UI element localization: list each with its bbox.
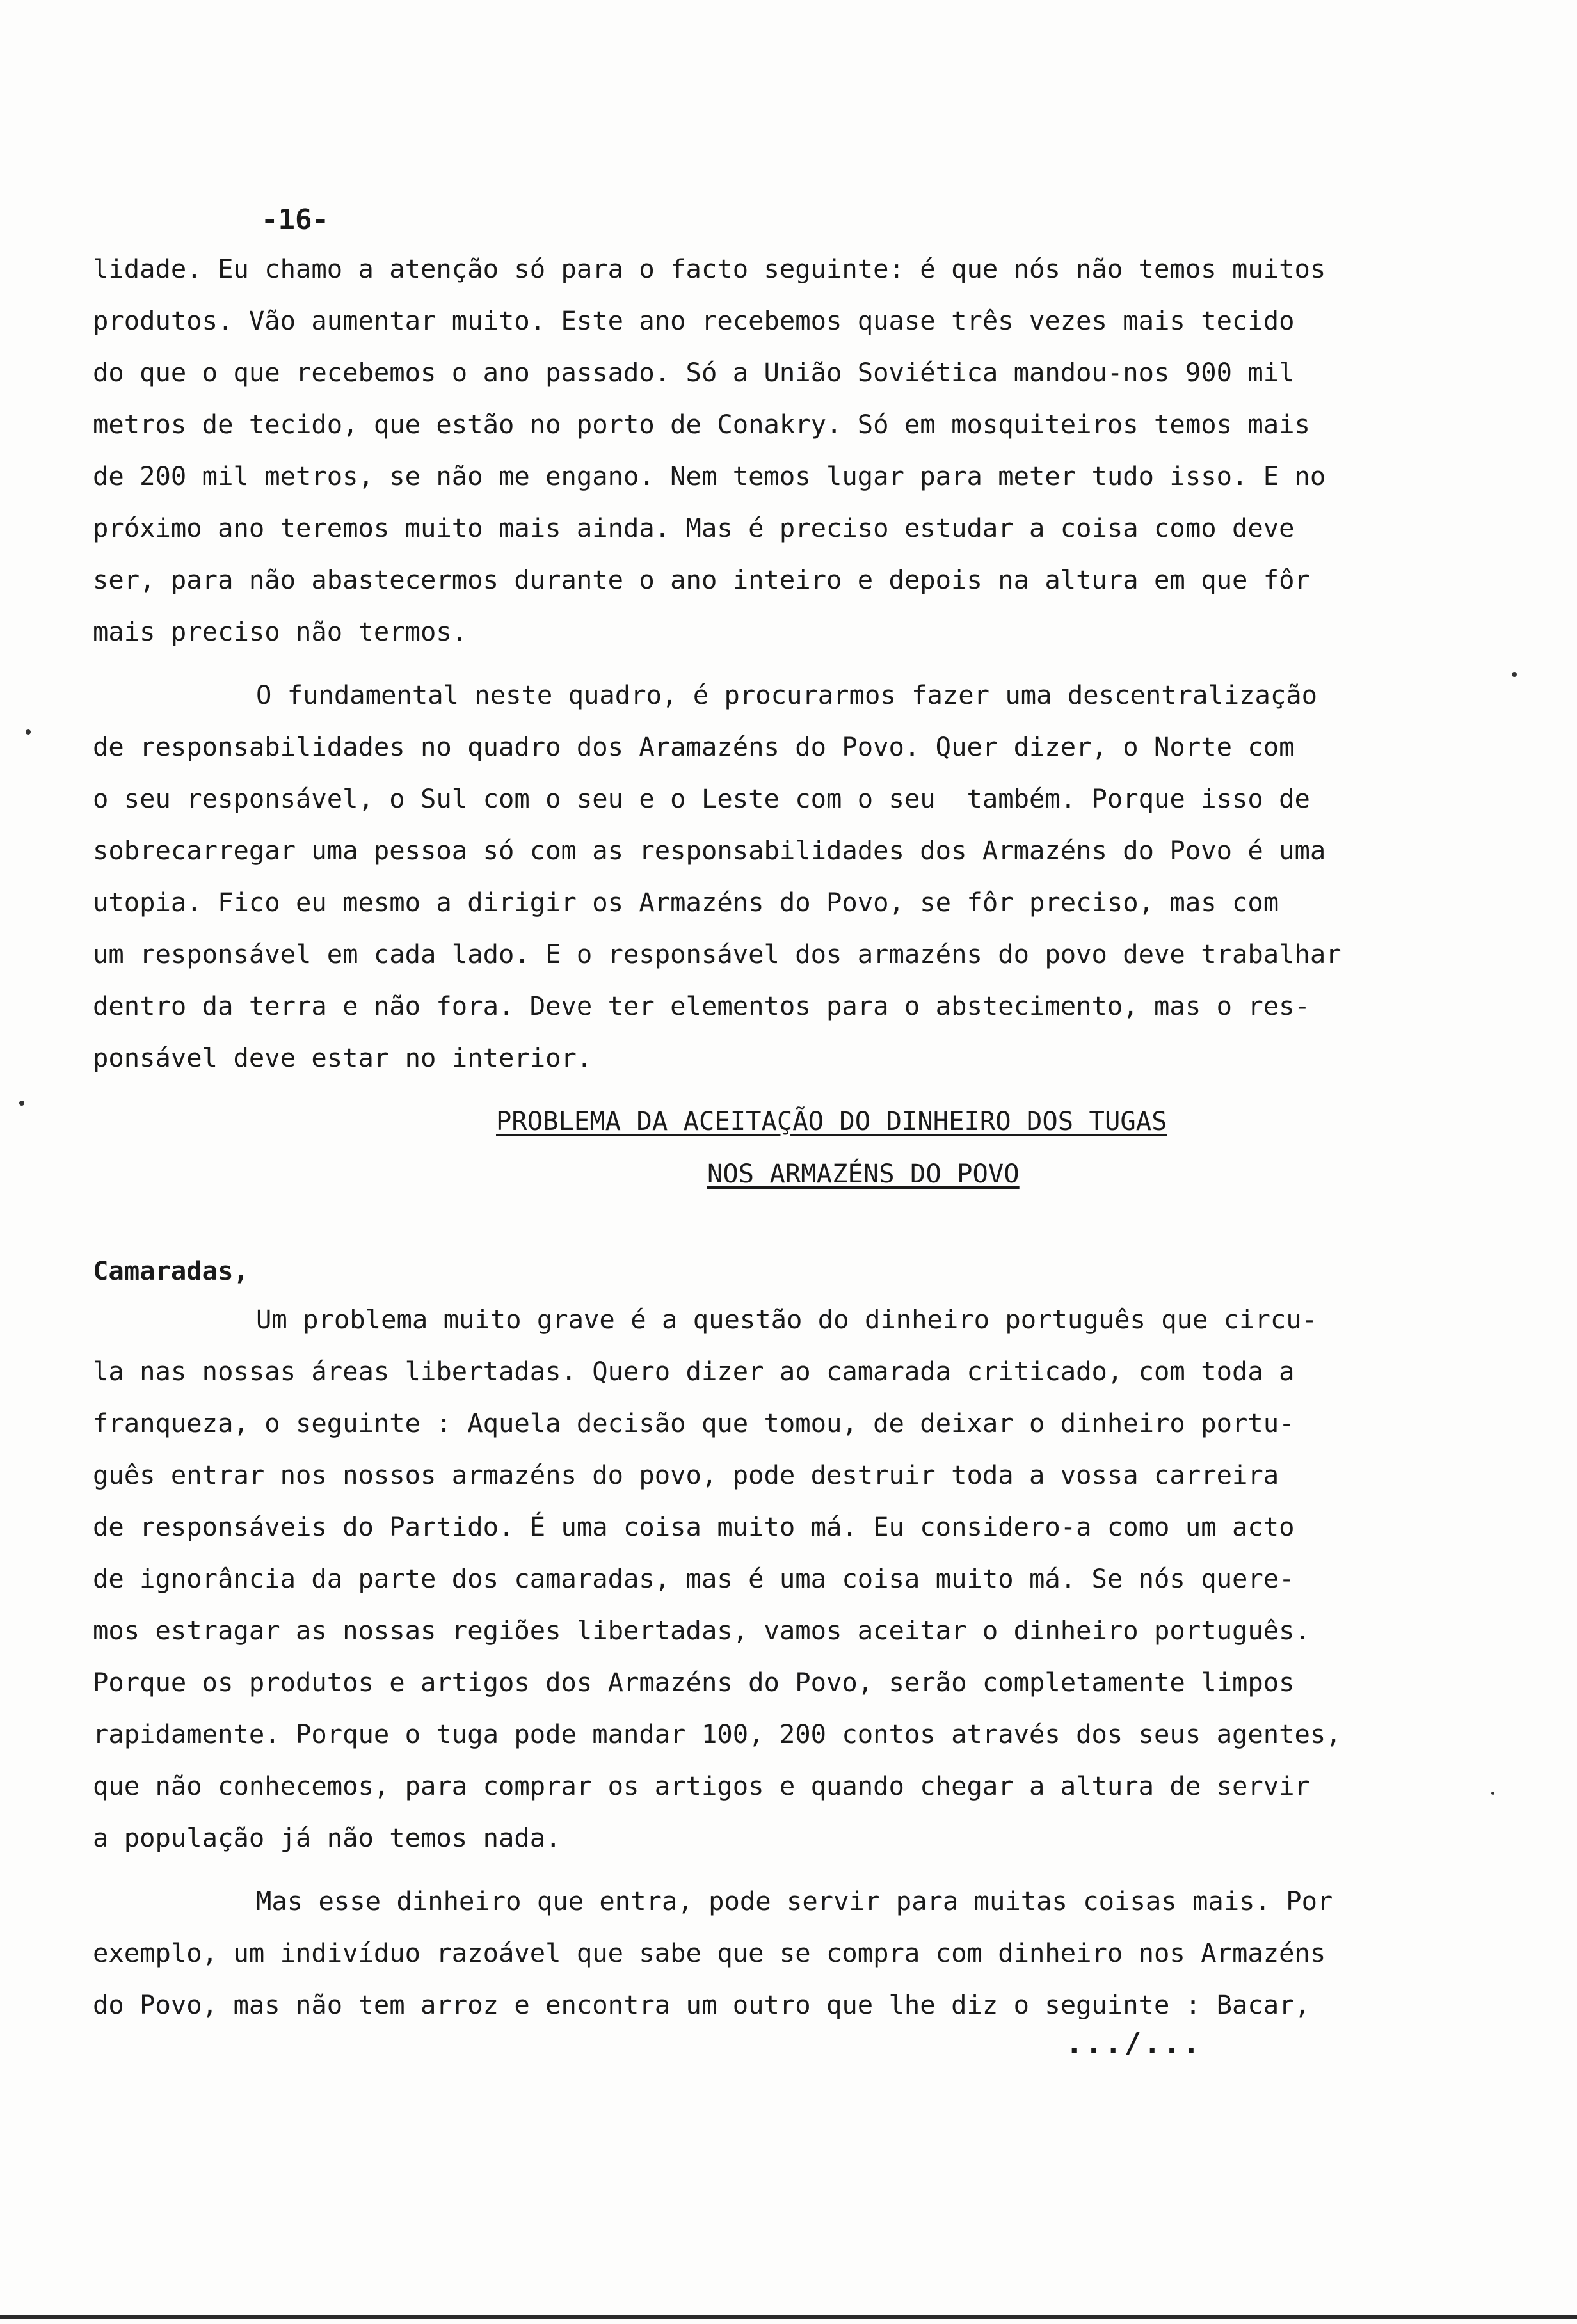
text-line: que não conhecemos, para comprar os artigos e quando chegar a altura de servir — [93, 1771, 1310, 1801]
section-heading-line-2: NOS ARMAZÉNS DO POVO — [707, 1158, 1020, 1189]
text-line: do Povo, mas não tem arroz e encontra um outro que lhe diz o seguinte : Bacar, — [93, 1989, 1310, 2020]
text-line: de responsabilidades no quadro dos Aramazéns do Povo. Quer dizer, o Norte com — [93, 731, 1295, 762]
text-line: do que o que recebemos o ano passado. Só a União Soviética mandou-nos 900 mil — [93, 357, 1295, 388]
text-line: próximo ano teremos muito mais ainda. Mas é preciso estudar a coisa como deve — [93, 513, 1295, 543]
text-line: mais preciso não termos. — [93, 616, 468, 647]
text-line: de ignorância da parte dos camaradas, mas é uma coisa muito má. Se nós quere- — [93, 1563, 1295, 1594]
text-line: ponsável deve estar no interior. — [93, 1042, 593, 1073]
text-line: exemplo, um indivíduo razoável que sabe que se compra com dinheiro nos Armazéns — [93, 1938, 1326, 1968]
text-line: a população já não temos nada. — [93, 1822, 561, 1853]
text-line: metros de tecido, que estão no porto de Conakry. Só em mosquiteiros temos mais — [93, 409, 1310, 440]
text-line: mos estragar as nossas regiões libertadas, vamos aceitar o dinheiro português. — [93, 1615, 1310, 1646]
text-line: lidade. Eu chamo a atenção só para o facto seguinte: é que nós não temos muitos — [93, 253, 1326, 284]
text-line: ser, para não abastecermos durante o ano inteiro e depois na altura em que fôr — [93, 564, 1310, 595]
text-line: de responsáveis do Partido. É uma coisa muito má. Eu considero-a como um acto — [93, 1511, 1295, 1542]
scan-speck — [26, 729, 31, 735]
text-line: sobrecarregar uma pessoa só com as responsabilidades dos Armazéns do Povo é uma — [93, 835, 1326, 866]
text-line: um responsável em cada lado. E o responsável dos armazéns do povo deve trabalhar — [93, 939, 1341, 969]
text-line: o seu responsável, o Sul com o seu e o Leste com o seu também. Porque isso de — [93, 783, 1310, 814]
page-number: -16- — [261, 203, 329, 236]
text-line: de 200 mil metros, se não me engano. Nem temos lugar para meter tudo isso. E no — [93, 461, 1326, 491]
text-line: franqueza, o seguinte : Aquela decisão que tomou, de deixar o dinheiro portu- — [93, 1408, 1295, 1438]
text-line: O fundamental neste quadro, é procurarmos fazer uma descentralização — [256, 680, 1318, 710]
text-line: Um problema muito grave é a questão do dinheiro português que circu- — [256, 1304, 1318, 1335]
text-line: la nas nossas áreas libertadas. Quero dizer ao camarada criticado, com toda a — [93, 1356, 1295, 1387]
section-heading-line-1: PROBLEMA DA ACEITAÇÃO DO DINHEIRO DOS TUGAS — [496, 1106, 1167, 1136]
continuation-mark: .../... — [1066, 2027, 1203, 2060]
text-line: utopia. Fico eu mesmo a dirigir os Armazéns do Povo, se fôr preciso, mas com — [93, 887, 1279, 918]
text-line: Mas esse dinheiro que entra, pode servir para muitas coisas mais. Por — [256, 1886, 1333, 1916]
text-line: dentro da terra e não fora. Deve ter elementos para o abstecimento, mas o res- — [93, 991, 1310, 1021]
scan-speck — [19, 1101, 24, 1106]
page-bottom-edge — [0, 2315, 1577, 2319]
text-line: produtos. Vão aumentar muito. Este ano recebemos quase três vezes mais tecido — [93, 305, 1295, 336]
scan-speck — [1491, 1792, 1494, 1795]
text-line: Porque os produtos e artigos dos Armazéns do Povo, serão completamente limpos — [93, 1667, 1295, 1698]
text-line: rapidamente. Porque o tuga pode mandar 100, 200 contos através dos seus agentes, — [93, 1719, 1341, 1749]
salutation: Camaradas, — [93, 1255, 249, 1286]
text-line: guês entrar nos nossos armazéns do povo, pode destruir toda a vossa carreira — [93, 1460, 1279, 1490]
scan-speck — [1512, 672, 1517, 677]
